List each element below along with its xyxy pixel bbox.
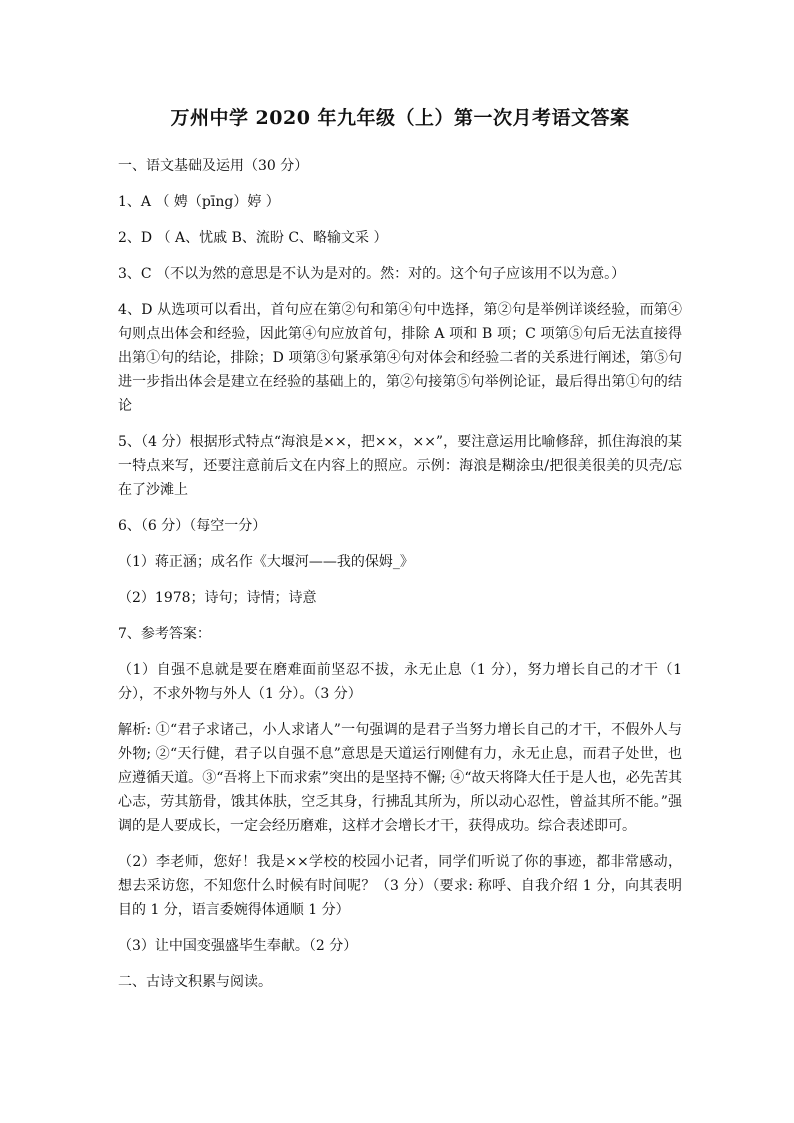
answer-7: 7、参考答案： — [118, 626, 211, 642]
answer-1: 1、A （ 娉（pīng）婷 ） — [118, 194, 280, 210]
answer-3: 3、C （不以为然的意思是不认为是对的。然：对的。这个句子应该用不以为意。） — [118, 266, 626, 282]
answer-5: 5、（4 分）根据形式特点“海浪是××，把××，××”，要注意运用比喻修辞，抓住海浪的某一特点来写，还要注意前后文在内容上的照应。示例：海浪是糊涂虫/把很美很美的贝壳/忘在了沙滩上 — [118, 434, 682, 498]
answer-2: 2、D （ A、忧戚 B、流盼 C、略输文采 ） — [118, 230, 388, 246]
answer-7-part-2: （2）李老师，您好！我是××学校的校园小记者，同学们听说了你的事迹，都非常感动，想去采访您，不知您什么时候有时间呢？（3 分）（要求: 称呼、自我介绍 1 分，向其表明目的 1 分，语言委婉得体通顺 1 分） — [118, 854, 682, 918]
answer-7-analysis: 解析: ①“君子求诸己，小人求诸人”一句强调的是君子当努力增长自己的才干，不假外人与外物; ②“天行健，君子以自强不息”意思是天道运行刚健有力，永无止息，而君子处世，也应遵循天道。③“吾将上下而求索”突出的是坚持不懈; ④“故天将降大任于是人也，必先苦其心志，劳其筋骨，饿其体肤，空乏其身，行拂乱其所为，所以动心忍性，曾益其所不能。”强调的是人要成长，一定会经历磨难，这样才会增长才干，获得成功。综合表述即可。 — [118, 722, 682, 834]
section-heading-1: 一、语文基础及运用（30 分） — [118, 158, 309, 174]
answer-6-part-2: （2）1978；诗句；诗情；诗意 — [118, 590, 317, 606]
answer-6-part-1: （1）蒋正涵；成名作《大堰河——我的保姆_》 — [118, 554, 414, 570]
document-title: 万州中学 2020 年九年级（上）第一次月考语文答案 — [170, 107, 630, 129]
answer-7-part-1: （1）自强不息就是要在磨难面前坚忍不拔，永无止息（1 分），努力增长自己的才干（1 分），不求外物与外人（1 分）。（3 分） — [118, 662, 682, 702]
section-heading-2: 二、古诗文积累与阅读。 — [118, 974, 272, 990]
answer-4: 4、D 从选项可以看出，首句应在第②句和第④句中选择，第②句是举例详谈经验，而第④句则点出体会和经验，因此第④句应放首句，排除 A 项和 B 项；C 项第⑤句后无法直接得出第①句的结论，排除；D 项第③句紧承第④句对体会和经验二者的关系进行阐述，第⑤句进一步指出体会是建立在经验的基础上的，第②句接第⑤句举例论证，最后得出第①句的结论 — [118, 302, 682, 414]
answer-6: 6、（6 分）（每空一分） — [118, 518, 267, 534]
answer-7-part-3: （3）让中国变强盛毕生奉献。（2 分） — [118, 938, 358, 954]
